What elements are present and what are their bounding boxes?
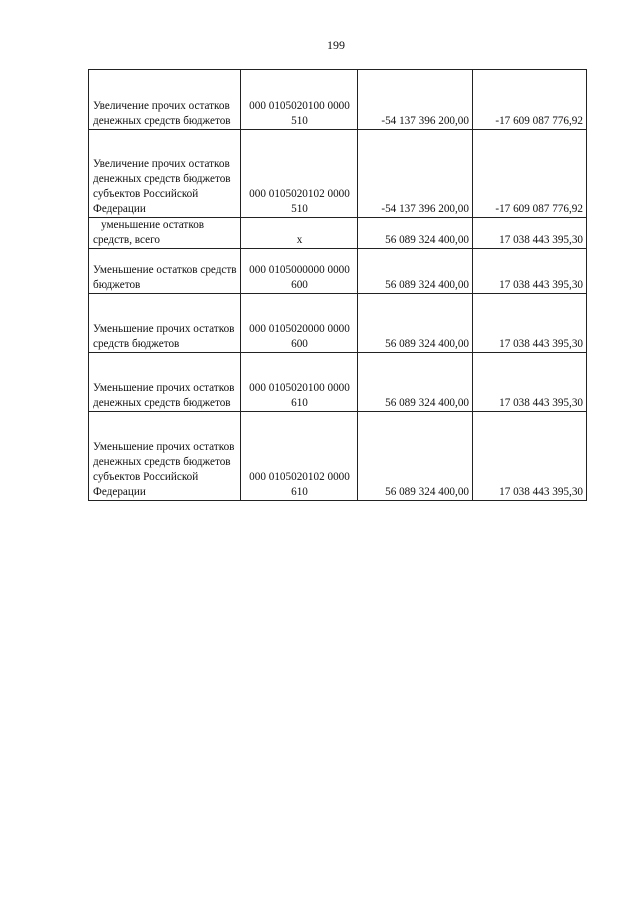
budget-sources-table <box>88 69 587 501</box>
row-name-cell: Уменьшение прочих остатков денежных средств бюджетов субъектов Российской Федерации <box>89 412 241 501</box>
row-name-cell: уменьшение остатков средств, всего <box>89 218 241 249</box>
row-value-cell-2: 17 038 443 395,30 <box>473 353 587 412</box>
row-code-cell: 000 0105020100 0000 510 <box>241 70 358 130</box>
table-row <box>89 130 587 218</box>
row-code-cell: x <box>241 218 358 249</box>
row-code-cell: 000 0105020102 0000 510 <box>241 130 358 218</box>
table-row <box>89 412 587 501</box>
row-code-cell: 000 0105020000 0000 600 <box>241 294 358 353</box>
row-name-cell: Увеличение прочих остатков денежных средств бюджетов субъектов Российской Федерации <box>89 130 241 218</box>
row-code-cell: 000 0105000000 0000 600 <box>241 249 358 294</box>
table-row <box>89 353 587 412</box>
row-value-cell-2: 17 038 443 395,30 <box>473 412 587 501</box>
page-number: 199 <box>327 38 345 52</box>
row-value-cell-2: 17 038 443 395,30 <box>473 249 587 294</box>
row-code-cell: 000 0105020100 0000 610 <box>241 353 358 412</box>
row-value-cell-1: 56 089 324 400,00 <box>358 249 473 294</box>
table-row <box>89 218 587 249</box>
row-value-cell-1: 56 089 324 400,00 <box>358 218 473 249</box>
row-name-cell: Увеличение прочих остатков денежных средств бюджетов <box>89 70 241 130</box>
row-value-cell-1: 56 089 324 400,00 <box>358 353 473 412</box>
table-row <box>89 70 587 130</box>
row-name-cell: Уменьшение прочих остатков денежных средств бюджетов <box>89 353 241 412</box>
row-name-cell: Уменьшение остатков средств бюджетов <box>89 249 241 294</box>
row-value-cell-2: 17 038 443 395,30 <box>473 218 587 249</box>
row-code-cell: 000 0105020102 0000 610 <box>241 412 358 501</box>
row-value-cell-2: -17 609 087 776,92 <box>473 70 587 130</box>
row-value-cell-1: 56 089 324 400,00 <box>358 294 473 353</box>
row-name-cell: Уменьшение прочих остатков средств бюджетов <box>89 294 241 353</box>
table-body <box>89 70 587 501</box>
row-value-cell-1: -54 137 396 200,00 <box>358 70 473 130</box>
row-value-cell-2: 17 038 443 395,30 <box>473 294 587 353</box>
row-value-cell-1: -54 137 396 200,00 <box>358 130 473 218</box>
row-value-cell-2: -17 609 087 776,92 <box>473 130 587 218</box>
table-row <box>89 294 587 353</box>
row-value-cell-1: 56 089 324 400,00 <box>358 412 473 501</box>
table-row <box>89 249 587 294</box>
